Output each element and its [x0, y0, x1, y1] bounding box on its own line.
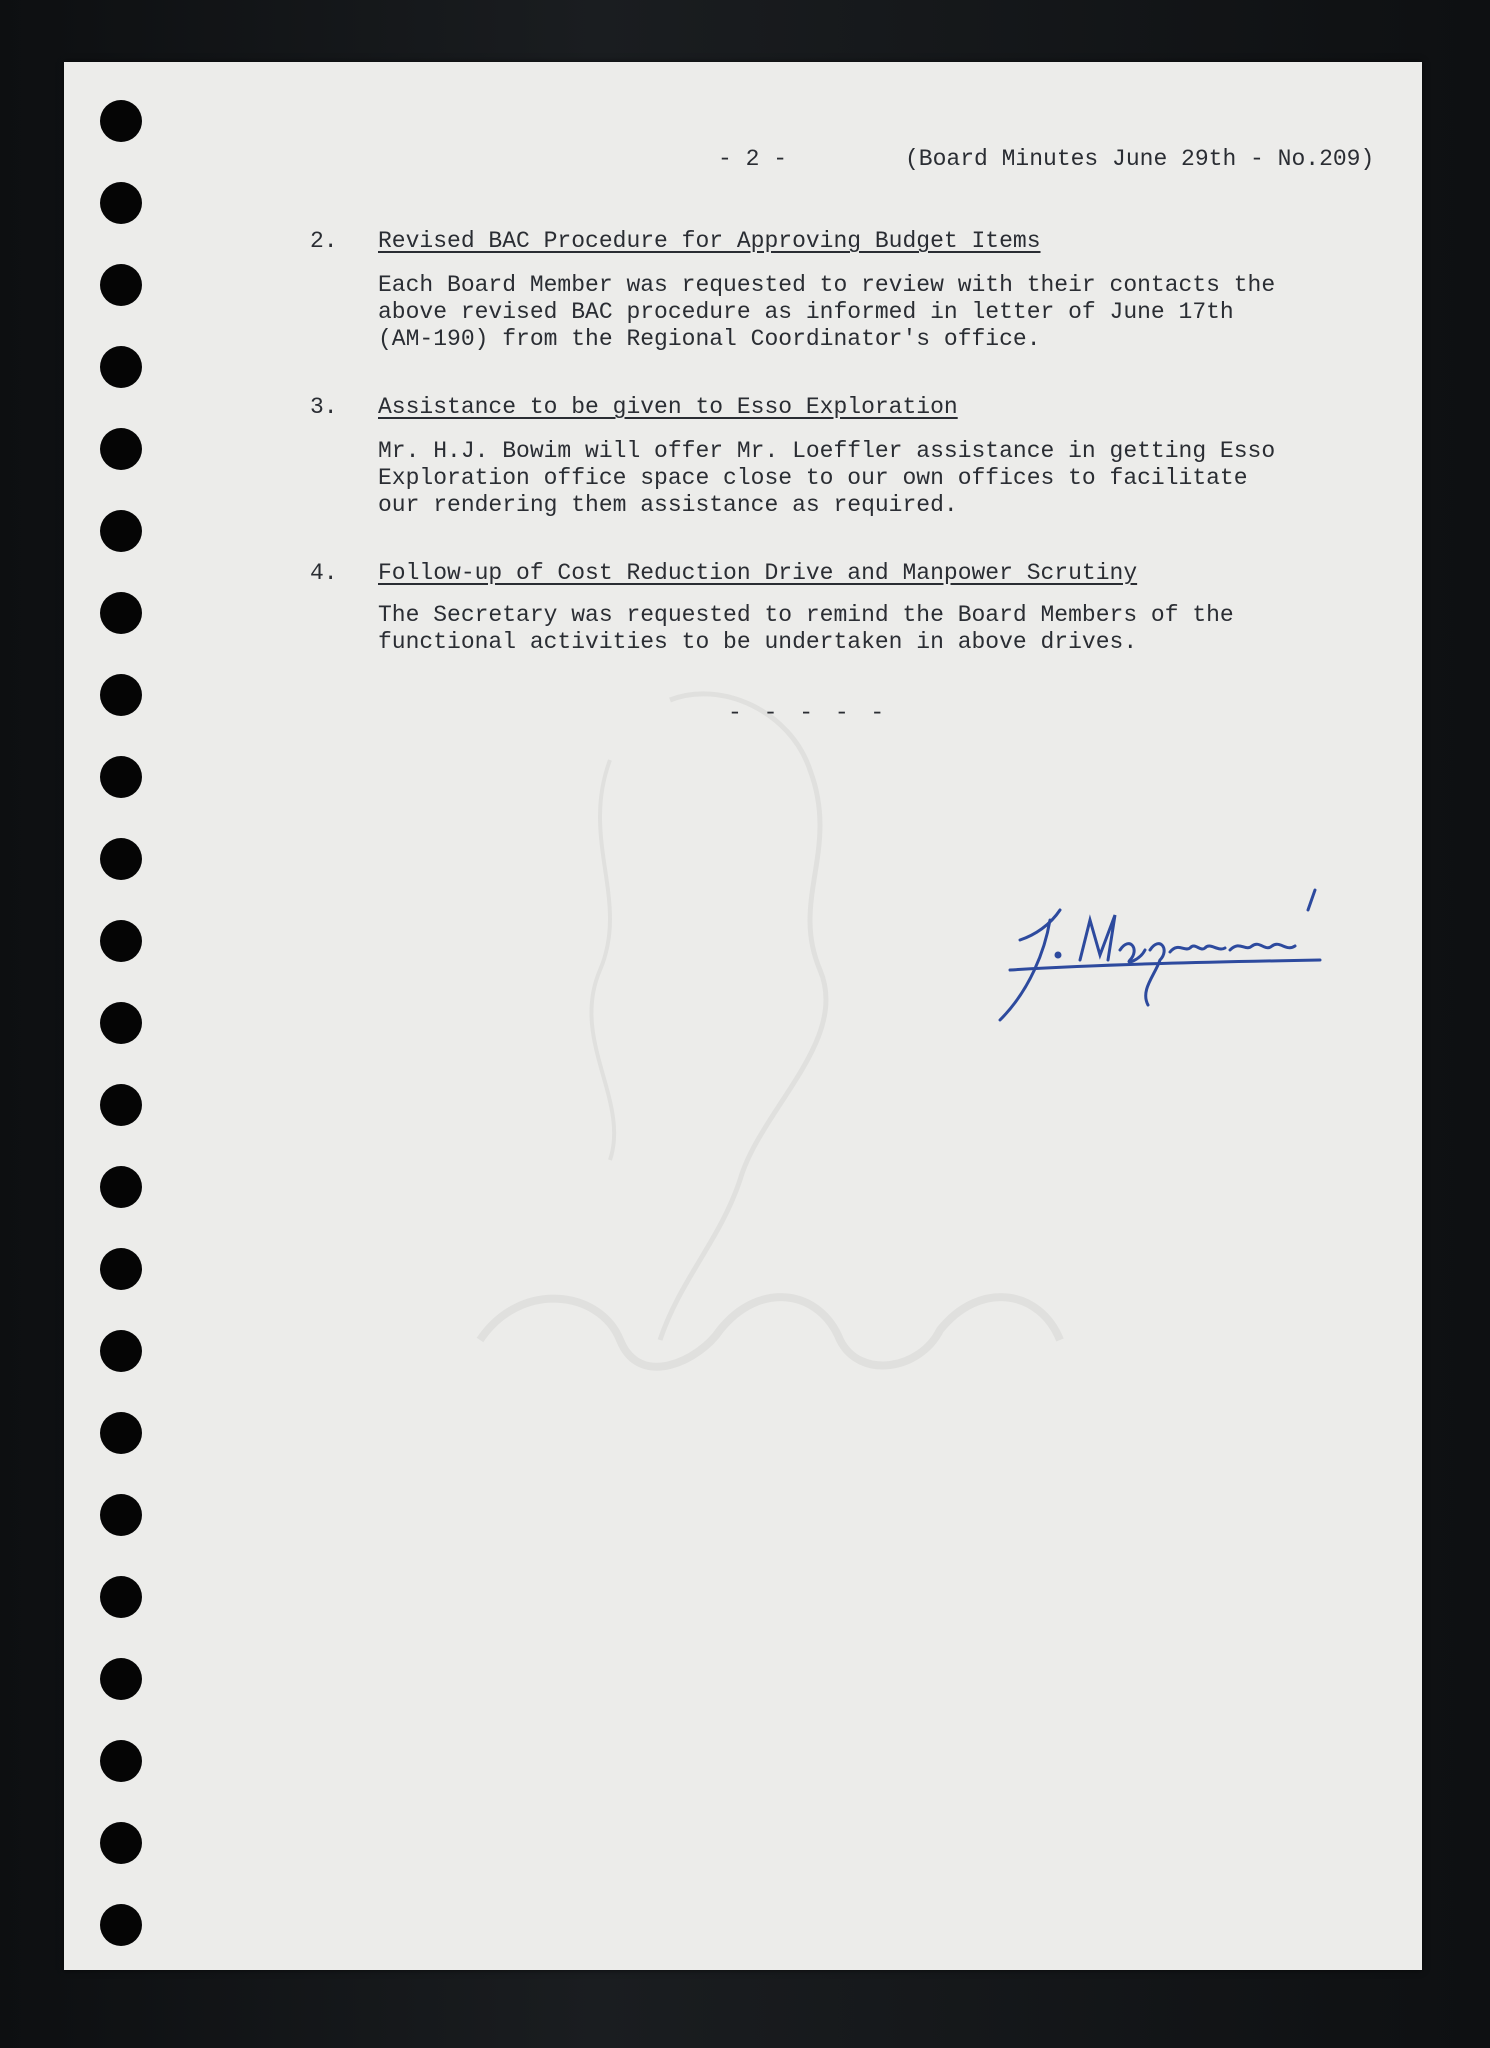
binder-hole — [100, 1002, 142, 1044]
binder-hole — [100, 1658, 142, 1700]
binder-hole — [100, 920, 142, 962]
binder-hole — [100, 1904, 142, 1946]
binder-hole — [100, 1084, 142, 1126]
document-reference: (Board Minutes June 29th - No.209) — [905, 146, 1375, 172]
item-title: Revised BAC Procedure for Approving Budget Items — [378, 228, 1041, 254]
item-number: 3. — [310, 394, 338, 420]
watermark-emblem — [460, 640, 1080, 1400]
item-body-line: functional activities to be undertaken in above drives. — [378, 629, 1138, 655]
binder-hole — [100, 674, 142, 716]
item-number: 2. — [310, 228, 338, 254]
binder-hole — [100, 346, 142, 388]
binder-hole — [100, 756, 142, 798]
binder-hole — [100, 510, 142, 552]
page-number: - 2 - — [718, 146, 788, 172]
binder-hole — [100, 592, 142, 634]
item-body-line: Each Board Member was requested to review with their contacts the — [378, 272, 1276, 298]
binder-hole — [100, 100, 142, 142]
binder-hole — [100, 1248, 142, 1290]
item-body-line: Mr. H.J. Bowim will offer Mr. Loeffler assistance in getting Esso — [378, 438, 1276, 464]
binder-hole — [100, 1166, 142, 1208]
binder-hole — [100, 182, 142, 224]
binder-hole — [100, 1576, 142, 1618]
item-body-line: our rendering them assistance as required. — [378, 492, 958, 518]
binder-hole — [100, 1330, 142, 1372]
item-number: 4. — [310, 560, 338, 586]
item-body-line: above revised BAC procedure as informed in letter of June 17th — [378, 299, 1234, 325]
closing-dashes: - - - - - — [728, 700, 889, 726]
binder-hole — [100, 1740, 142, 1782]
item-title: Assistance to be given to Esso Exploration — [378, 394, 958, 420]
binder-hole — [100, 838, 142, 880]
binder-hole — [100, 264, 142, 306]
binder-hole — [100, 1494, 142, 1536]
signature — [990, 880, 1330, 1030]
binder-hole — [100, 1822, 142, 1864]
item-body-line: Exploration office space close to our own offices to facilitate — [378, 465, 1248, 491]
item-body-line: (AM-190) from the Regional Coordinator's office. — [378, 326, 1041, 352]
binder-hole — [100, 428, 142, 470]
item-title: Follow-up of Cost Reduction Drive and Manpower Scrutiny — [378, 560, 1138, 586]
binder-hole — [100, 1412, 142, 1454]
item-body-line: The Secretary was requested to remind the Board Members of the — [378, 602, 1234, 628]
